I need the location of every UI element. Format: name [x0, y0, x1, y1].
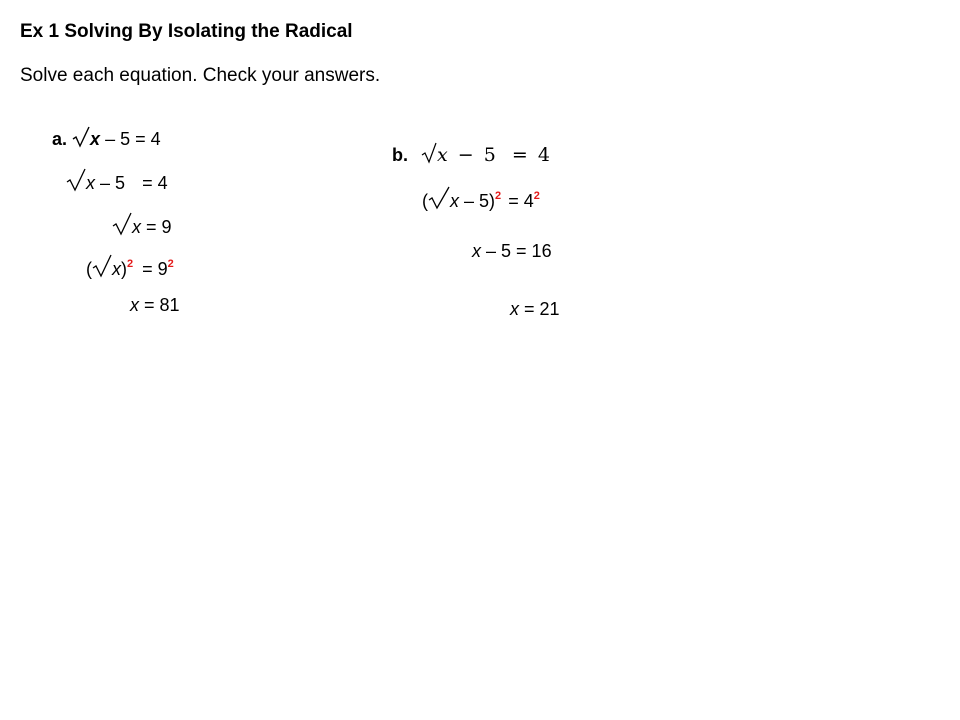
part-a-solution: x = 81	[130, 295, 180, 315]
part-b-step-1: ( $x - 5)^2 = 4^2$	[422, 186, 540, 210]
radical-sign-icon	[72, 126, 90, 148]
radical-sign-icon	[421, 142, 437, 164]
exponent: 2	[167, 258, 174, 270]
part-b-label: b.	[392, 145, 408, 165]
part-b-problem: b. x − 5 = 4	[392, 144, 550, 166]
part-a-label: a.	[52, 129, 68, 149]
part-a-variable: x	[90, 129, 101, 149]
instructions: Solve each equation. Check your answers.	[20, 65, 381, 86]
radical-sign-icon	[92, 254, 112, 278]
part-a-step-1: x – 5 = 4	[66, 168, 168, 192]
part-a-problem	[52, 126, 161, 148]
slide-title: Ex 1 Solving By Isolating the Radical	[20, 21, 353, 42]
radical-sign-icon	[428, 186, 450, 210]
part-b-step-2: x – 5 = 16	[472, 241, 552, 261]
radical-sign-icon	[112, 212, 132, 236]
exponent: 2	[127, 258, 134, 270]
exponent: 2	[533, 190, 540, 202]
part-a-step-2: x = 9	[112, 212, 172, 236]
radical-sign-icon	[66, 168, 86, 192]
part-a-equation-rest: – 5 = 4	[105, 129, 161, 149]
exponent: 2	[495, 190, 502, 202]
part-b-solution: x = 21	[510, 299, 560, 319]
part-a-step-3: ( $x)^2 = 9^2$	[86, 254, 174, 278]
